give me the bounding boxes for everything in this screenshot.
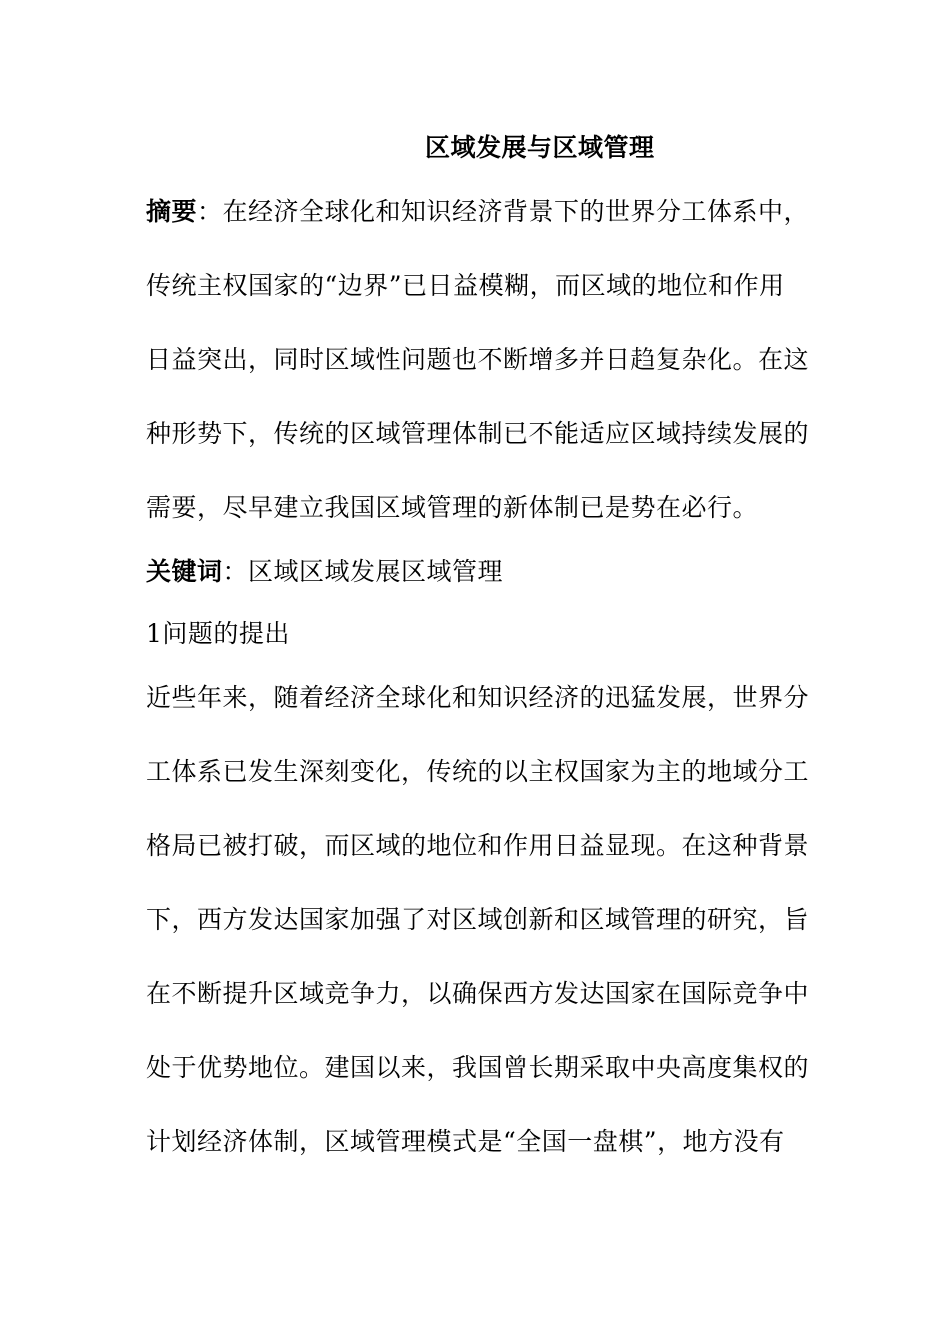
body-line-7: 计划经济体制，区域管理模式是“全国一盘棋”，地方没有	[146, 1127, 785, 1156]
abstract-line-2: 传统主权国家的“边界”已日益模糊，而区域的地位和作用	[146, 271, 785, 300]
document-title: 区域发展与区域管理	[425, 133, 655, 162]
body-line-6: 处于优势地位。建国以来，我国曾长期采取中央高度集权的	[146, 1053, 810, 1082]
abstract-text-1: 在经济全球化和知识经济背景下的世界分工体系中，	[222, 197, 810, 226]
body-line-1: 近些年来，随着经济全球化和知识经济的迅猛发展，世界分	[146, 683, 810, 712]
abstract-line-4: 种形势下，传统的区域管理体制已不能适应区域持续发展的	[146, 419, 810, 448]
keywords-label: 关键词	[146, 557, 223, 586]
body-line-3: 格局已被打破，而区域的地位和作用日益显现。在这种背景	[146, 831, 810, 860]
abstract-label: 摘要	[146, 197, 198, 226]
section-heading: 1问题的提出	[146, 619, 290, 648]
keywords-separator: ：	[222, 557, 249, 586]
body-line-5: 在不断提升区域竞争力，以确保西方发达国家在国际竞争中	[146, 979, 810, 1008]
keywords-value: 区域区域发展区域管理	[248, 557, 504, 586]
body-line-2: 工体系已发生深刻变化，传统的以主权国家为主的地域分工	[146, 757, 810, 786]
abstract-line-3: 日益突出，同时区域性问题也不断增多并日趋复杂化。在这	[146, 345, 810, 374]
abstract-line-5: 需要，尽早建立我国区域管理的新体制已是势在必行。	[146, 493, 759, 522]
body-line-4: 下，西方发达国家加强了对区域创新和区域管理的研究，旨	[146, 905, 810, 934]
abstract-separator: ：	[197, 197, 223, 226]
abstract-line-1	[146, 196, 816, 228]
keywords-line	[146, 556, 816, 588]
